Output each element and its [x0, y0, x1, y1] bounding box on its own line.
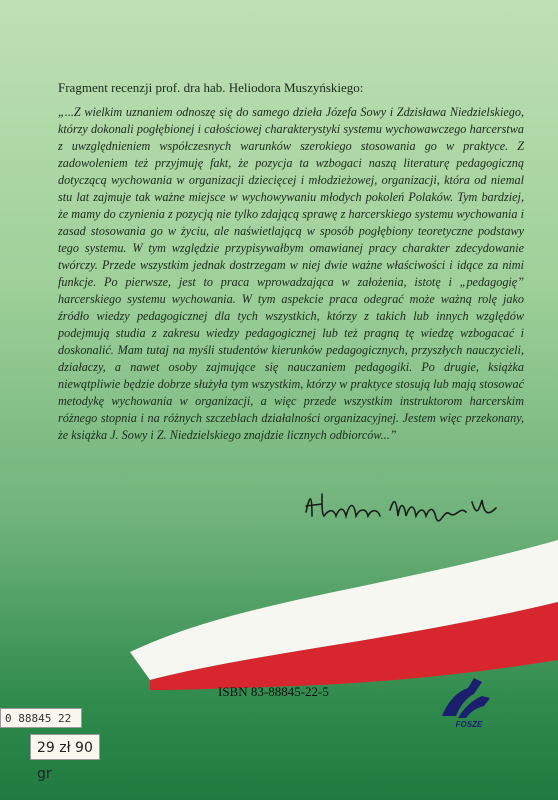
polish-flag-wave: [0, 540, 558, 690]
publisher-name: FOSZE: [455, 720, 483, 729]
review-heading: Fragment recenzji prof. dra hab. Heliodora Muszyńskiego:: [58, 80, 364, 95]
price-sticker: 29 zł 90 gr: [30, 734, 100, 760]
barcode-sticker: 0 88845 22: [0, 708, 82, 728]
isbn: ISBN 83-88845-22-5: [218, 684, 329, 699]
handwritten-signature: [300, 488, 520, 528]
review-quote: „...Z wielkim uznaniem odnoszę się do samego dzieła Józefa Sowy i Zdzisława Niedzielskiego, którzy dokonali pogłębionej i całościowej charakterystyki systemu wychowawczego harcerstwa z uwzględnieniem współczesnych warunków szerokiego stosowania go w praktyce. Z zadowoleniem też przyjmuję fakt, że pozycja ta wzbogaci naszą literaturę pedagogiczną dotyczącą wychowania w organizacji dziecięcej i młodzieżowej, organizacji, która od niemal stu lat zajmuje tak ważne miejsce w wychowywaniu młodych pokoleń Polaków. Tym bardziej, że mamy do czynienia z pozycją nie tylko zdającą sprawę z harcerskiego systemu wychowania i zasad stosowania go w życiu, ale naświetlającą w sposób pogłębiony teoretyczne podstawy tego systemu. W tym względzie przypisywałbym omawianej pracy charakter zdecydowanie twórczy. Przede wszystkim jednak dostrzegam w niej dwie ważne właściwości i idące za nimi funkcje. Po pierwsze, jest to praca wprowadzająca w założenia, istotę i „pedagogię” harcerskiego systemu wychowania. W tym aspekcie praca odegrać może ważną rolę jako źródło wiedzy pedagogicznej dla tych wszystkich, którzy z takich lub innych względów podejmują studia z zakresu wiedzy pedagogicznej lub też pragną tę wiedzę wzbogacać i doskonalić. Mam tutaj na myśli studentów kierunków pedagogicznych, przyszłych nauczycieli, działaczy, a nawet osoby zajmujące się nauczaniem pedagogiki. Po drugie, książka niewątpliwie będzie dobrze służyła tym wszystkim, którzy w praktyce stosują lub mają stosować metodykę wychowania w organizacji, a więc przede wszystkim instruktorom harcerskim różnego stopnia i na różnych szczeblach działalności organizacyjnej. Jestem więc przekonany, że książka J. Sowy i Z. Niedzielskiego znajdzie licznych odbiorców...”: [58, 105, 524, 442]
